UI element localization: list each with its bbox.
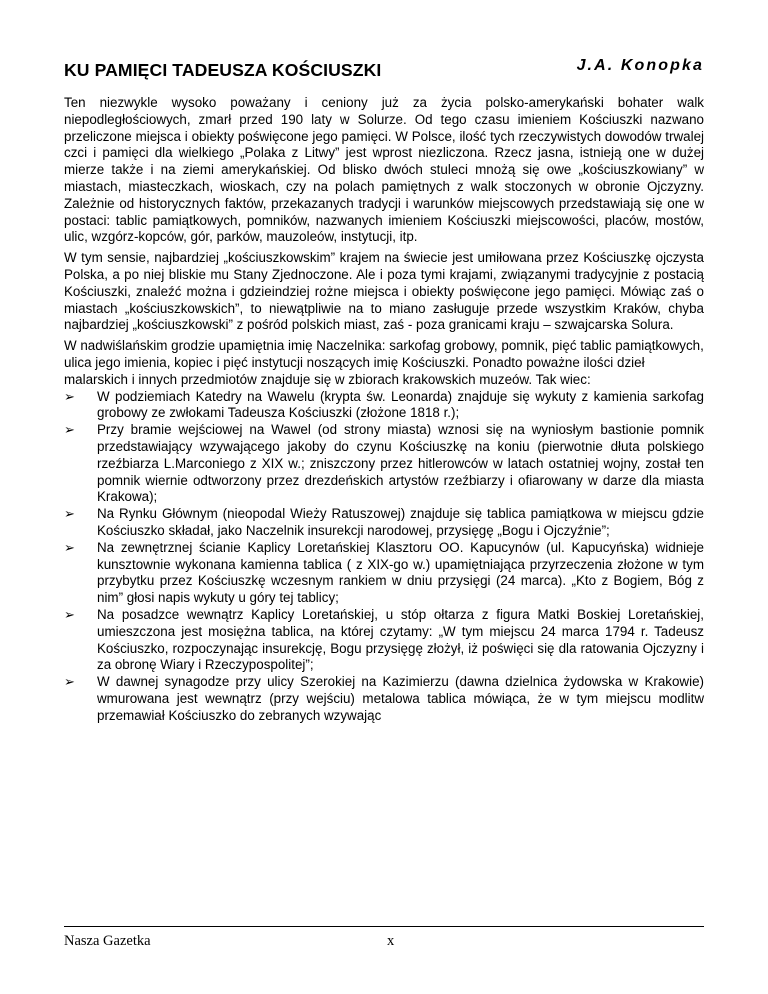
arrow-bullet-icon: ➢ — [64, 606, 75, 622]
page-footer — [64, 926, 704, 967]
arrow-bullet-icon: ➢ — [64, 388, 75, 404]
article-author: J.A. Konopka — [576, 57, 704, 74]
list-item-text: W dawnej synagodze przy ulicy Szerokiej na Kazimierzu (dawna dzielnica żydowska w Krakowie) wmurowana jest wewnątrz (przy wejściu) metalowa tablica mówiąca, że w tym miejscu modlitw przemawiał Kościuszko do zebranych wzywając — [97, 674, 704, 723]
list-item-text: W podziemiach Katedry na Wawelu (krypta św. Leonarda) znajduje się wykuty z kamienia sarkofag grobowy ze zwłokami Tadeusza Kościuszki (złożone 1818 r.); — [97, 388, 704, 421]
document-page — [64, 0, 704, 994]
list-item-text: Na zewnętrznej ścianie Kaplicy Loretańskiej Klasztoru OO. Kapucynów (ul. Kapucyńska) widnieje kunsztownie wykonana kamienna tablica ( z XIX-go w.) upamiętniająca przyrzeczenia złożone w tym przybytku przez Kościuszkę wczesnym rankiem w dniu przysięgi (24 marca). „Kto z Bogiem, Bóg z nim” głosi napis wykuty u góry tej tablicy; — [97, 539, 704, 606]
article-body — [64, 95, 704, 724]
list-item — [64, 506, 704, 540]
page-number: x — [387, 933, 395, 949]
list-item — [64, 540, 704, 607]
list-item — [64, 674, 704, 724]
list-item-text: Przy bramie wejściowej na Wawel (od strony miasta) wznosi się na wyniosłym bastionie pomnik przedstawiający wzywającego jakoby do czynu Kościuszkę na koniu (pierwotnie dłuta polskiego rzeźbiarza L.Marconiego z XIX w.; zniszczony przez hitlerowców w latach ostatniej wojny, został ten pomnik wiernie odtworzony przez drezdeńskich artystów rzeźbiarzy i ofiarowany w darze dla miasta Krakowa); — [97, 422, 704, 505]
article-title: KU PAMIĘCI TADEUSZA KOŚCIUSZKI — [64, 60, 382, 80]
arrow-bullet-icon: ➢ — [64, 422, 75, 438]
publication-name: Nasza Gazetka — [64, 933, 151, 949]
arrow-bullet-icon: ➢ — [64, 506, 75, 522]
article-header — [64, 58, 704, 86]
arrow-bullet-icon: ➢ — [64, 539, 75, 555]
list-item — [64, 607, 704, 674]
list-item — [64, 389, 704, 423]
list-item-text: Na Rynku Głównym (nieopodal Wieży Ratuszowej) znajduje się tablica pamiątkowa w miejscu gdzie Kościuszko składał, jako Naczelnik insurekcji narodowej, przysięgę „Bogu i Ojczyźnie”; — [97, 506, 704, 538]
list-item-text: Na posadzce wewnątrz Kaplicy Loretańskiej, u stóp ołtarza z figura Matki Boskiej Loretańskiej, umieszczona jest mosiężna tablica, na której czytamy: „W tym miejscu 24 marca 1794 r. Tadeusz Kościuszko, rozpoczynając insurekcję, Bogu przysięgę złożył, iż poświęci się dla ratowania Ojczyzny i za obronę Wiary i Rzeczypospolitej”; — [97, 606, 704, 673]
paragraph-intro: Ten niezwykle wysoko poważany i ceniony już za życia polsko-amerykański bohater walk niepodległościowych, zmarł przed 190 laty w Solurze. Od tego czasu imieniem Kościuszki nazwano przeliczone miejsca i obiekty poświęcone jego pamięci. W Polsce, ilość tych rzeczywistych dowodów trwalej czci i pamięci dla wielkiego „Polaka z Litwy” jest wprost niezliczona. Rzecz jasna, istnieją one w dużej mierze także i na ziemi amerykańskiej. Od blisko dwóch stuleci mnożą się owe „kościuszkowiany” w miastach, miasteczkach, wioskach, czy na polach pamiętnych z walk stoczonych w obronie Ojczyzny. Zależnie od historycznych faktów, przekazanych tradycji i warunków miejscowych przedstawiają się one w postaci: tablic pamiątkowych, pomników, nazwanych imieniem Kościuszki miejscowości, placów, mostów, ulic, wzgórz-kopców, gór, parków, mauzoleów, instytucji, itp. — [64, 95, 704, 245]
arrow-bullet-icon: ➢ — [64, 674, 75, 690]
memorial-list — [64, 389, 704, 725]
list-item — [64, 422, 704, 506]
paragraph-krakow: W nadwiślańskim grodzie upamiętnia imię Naczelnika: sarkofag grobowy, pomnik, pięć tablic pamiątkowych, ulica jego imienia, kopiec i pięć instytucji noszących imię Kościuszki. Ponadto poważne ilości dzieł malarskich i innych przedmiotów znajduje się w zbiorach krakowskich muzeów. Tak wiec: — [64, 338, 704, 387]
paragraph-kosciuszko-places: W tym sensie, najbardziej „kościuszkowskim” krajem na świecie jest umiłowana przez Kościuszkę ojczysta Polska, a po niej bliskie mu Stany Zjednoczone. Ale i poza tymi krajami, związanymi tradycyjnie z postacią Kościuszki, znaleźć można i gdzieindziej rożne miejsca i obiekty poświęcone jego pamięci. Mówiąc zaś o miastach „kościuszkowskich”, to niewątpliwie na to miano zasługuje przede wszystkim Kraków, chyba najbardziej „kościuszkowski” z pośród polskich miast, zaś - poza granicami kraju – szwajcarska Solura. — [64, 250, 704, 333]
